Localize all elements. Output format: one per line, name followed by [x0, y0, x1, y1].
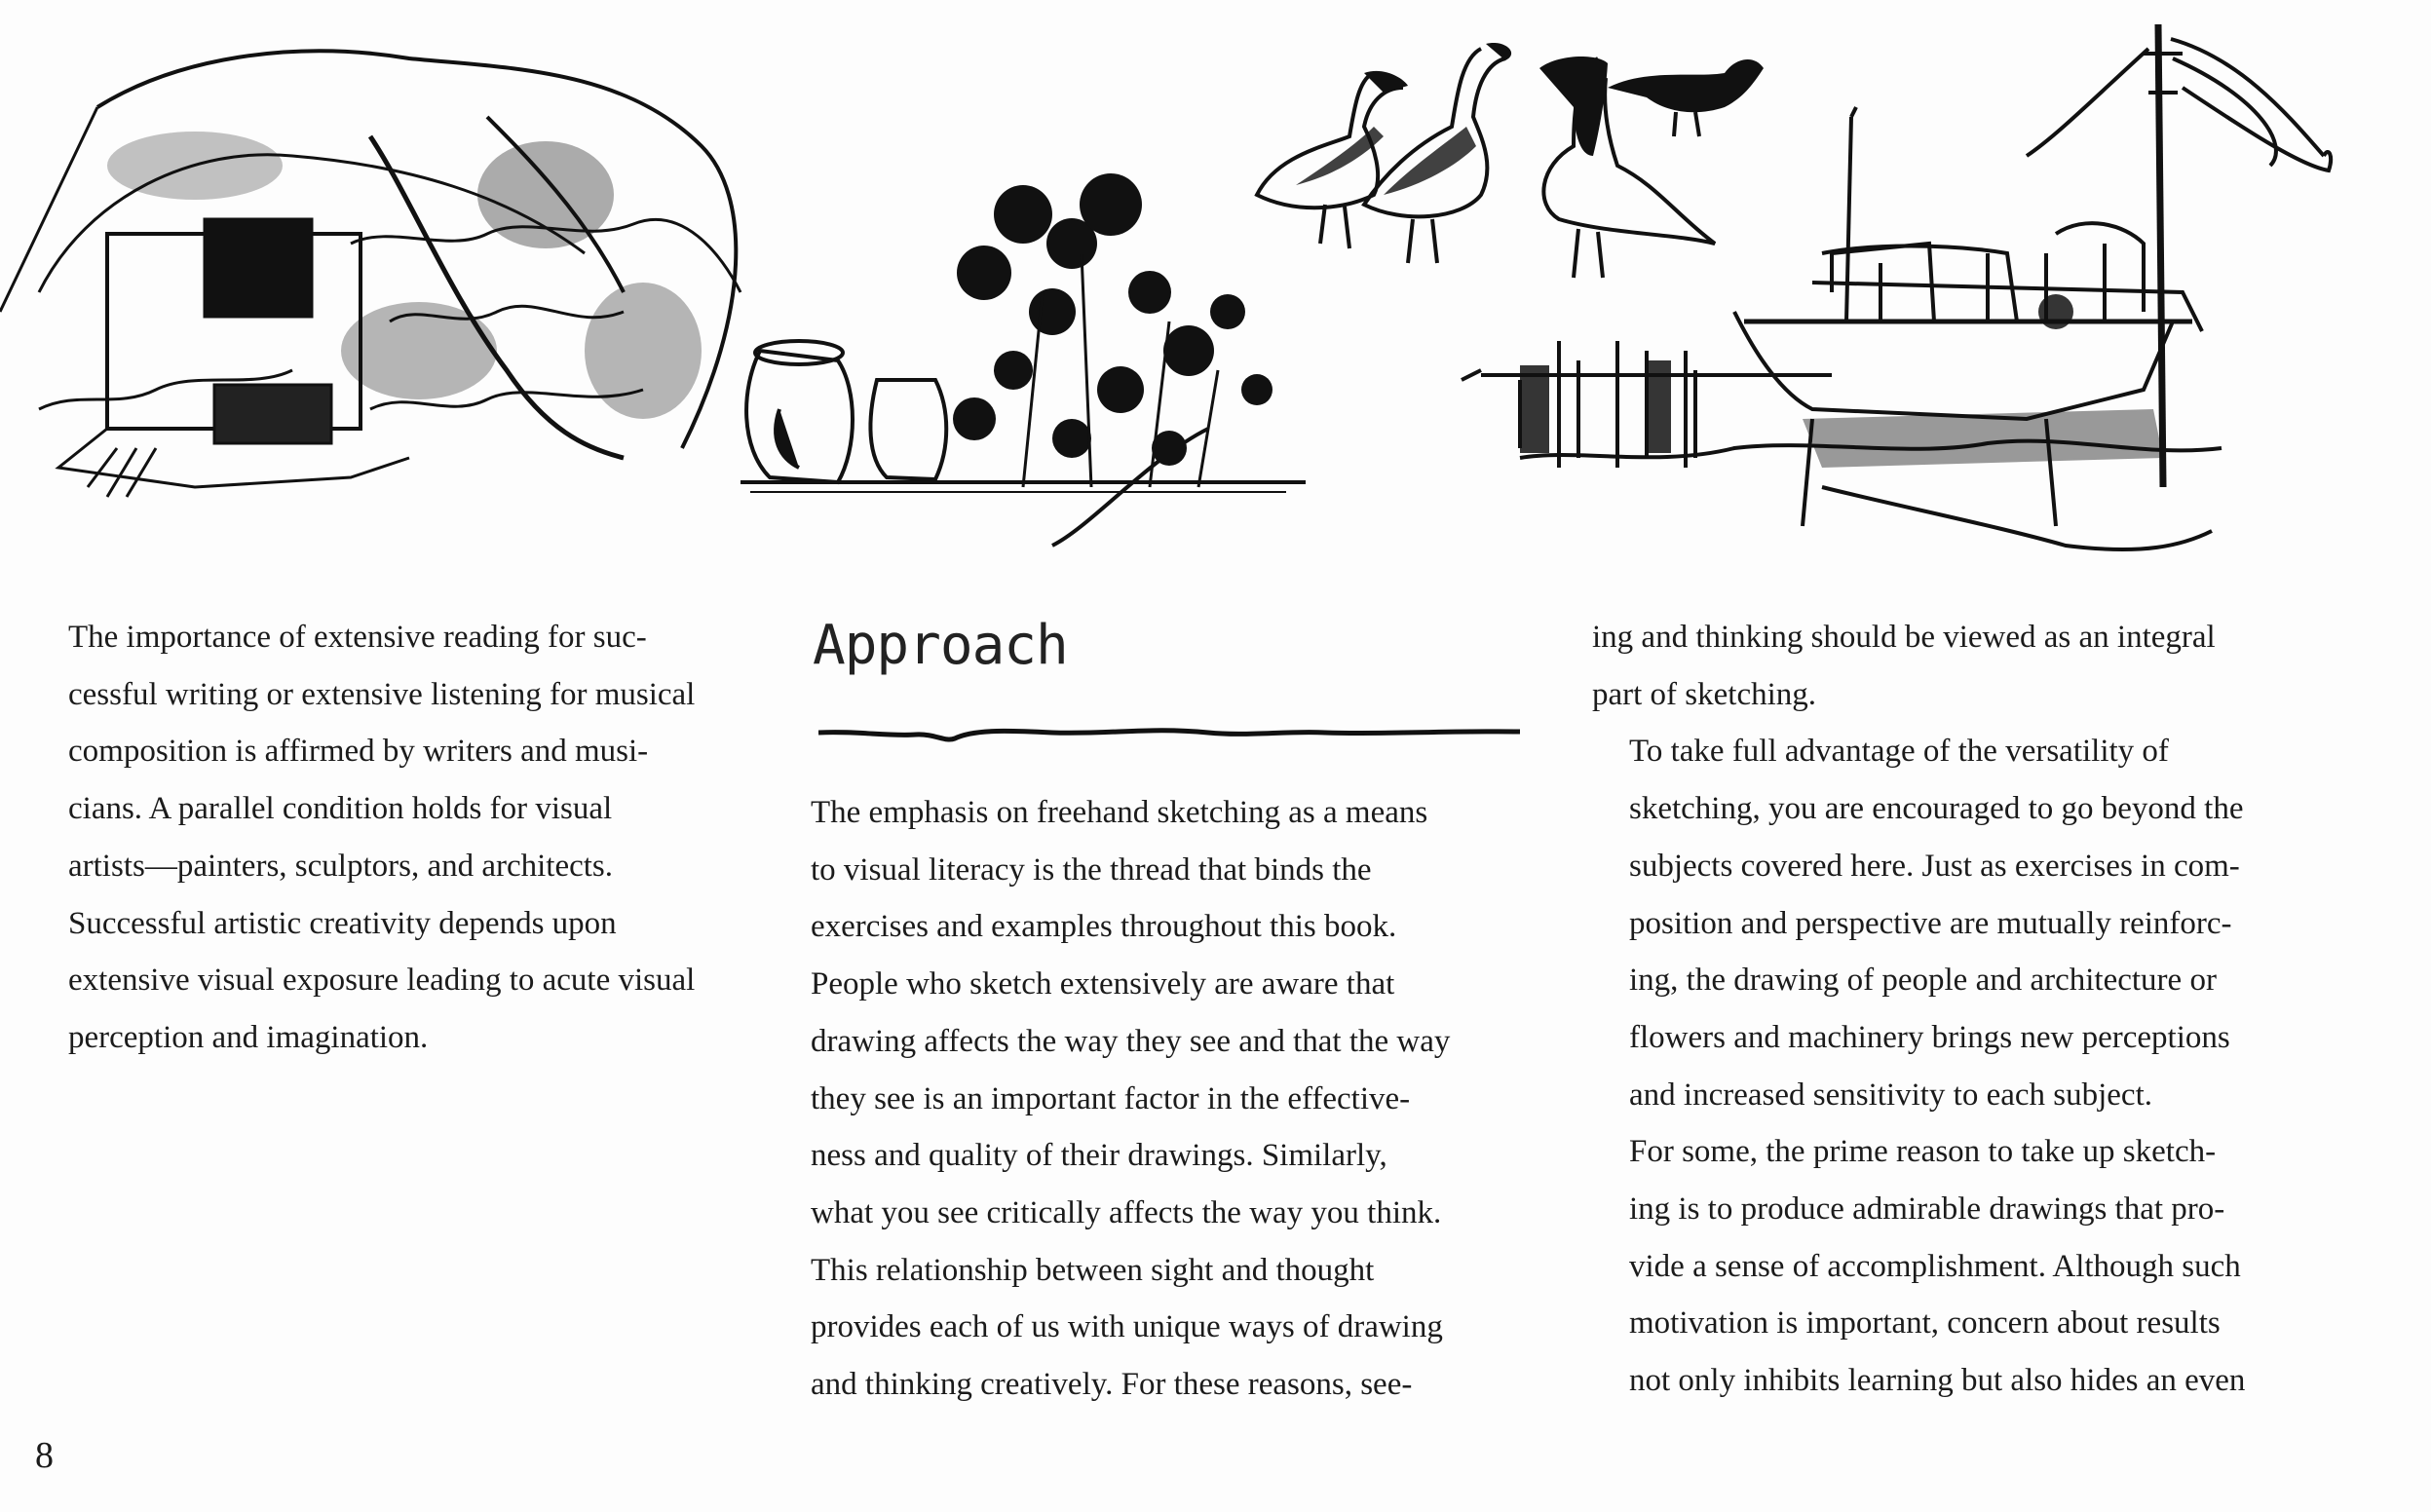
text-line: subjects covered here. Just as exercises in com- — [1629, 848, 2240, 884]
text-line: ing and thinking should be viewed as an integral — [1592, 620, 2216, 655]
text-line: cians. A parallel condition holds for visual — [68, 791, 613, 827]
text-line: what you see critically affects the way you think. — [811, 1194, 1442, 1230]
text-line: The importance of extensive reading for suc- — [68, 620, 647, 655]
text-line: not only inhibits learning but also hides an even — [1629, 1363, 2246, 1399]
text-line: extensive visual exposure leading to acute visual — [68, 963, 696, 999]
heading-rule — [818, 713, 1520, 752]
house-sketch — [0, 51, 741, 497]
text-line: To take full advantage of the versatility of — [1629, 734, 2169, 770]
text-line: composition is affirmed by writers and musi- — [68, 734, 649, 770]
text-line: part of sketching. — [1592, 676, 1817, 712]
text-line: and increased sensitivity to each subject. — [1629, 1077, 2152, 1113]
crow-sketch — [1608, 59, 1764, 136]
text-line: ing, the drawing of people and architecture or — [1629, 963, 2217, 999]
section-heading: Approach — [813, 614, 1068, 677]
text-line: drawing affects the way they see and that the way — [811, 1023, 1451, 1059]
page-number: 8 — [35, 1435, 54, 1476]
flower-bush — [953, 173, 1272, 466]
text-line: ness and quality of their drawings. Similarly, — [811, 1138, 1387, 1174]
header-illustrations — [0, 0, 2431, 585]
text-line: to visual literacy is the thread that binds the — [811, 851, 1372, 888]
text-line: perception and imagination. — [68, 1019, 429, 1055]
column-2 — [811, 784, 1551, 1414]
paragraph — [1592, 609, 2342, 723]
text-line: The emphasis on freehand sketching as a means — [811, 795, 1428, 830]
text-line: artists—painters, sculptors, and architects. — [68, 848, 614, 884]
paragraph — [31, 609, 781, 1067]
text-line: ing is to produce admirable drawings that pro- — [1629, 1191, 2225, 1228]
text-line: and thinking creatively. For these reasons, see- — [811, 1367, 1413, 1403]
text-line: People who sketch extensively are aware that — [811, 966, 1395, 1002]
column-1 — [31, 609, 781, 1067]
text-line: motivation is important, concern about results — [1629, 1305, 2221, 1342]
text-line: Successful artistic creativity depends upon — [68, 905, 617, 941]
paragraph — [811, 784, 1551, 1414]
text-line: position and perspective are mutually reinforc- — [1629, 905, 2232, 941]
text-line: exercises and examples throughout this book. — [811, 909, 1397, 945]
paragraph — [1592, 1123, 2342, 1410]
paragraph — [1592, 723, 2342, 1123]
text-line: This relationship between sight and thought — [811, 1252, 1375, 1288]
column-3 — [1592, 609, 2342, 1410]
text-line: sketching, you are encouraged to go beyond the — [1629, 791, 2244, 827]
text-line: For some, the prime reason to take up sketch- — [1629, 1134, 2217, 1170]
text-line: provides each of us with unique ways of drawing — [811, 1309, 1443, 1345]
text-line: they see is an important factor in the effective- — [811, 1080, 1411, 1116]
text-line: cessful writing or extensive listening for musical — [68, 676, 696, 712]
text-line: flowers and machinery brings new perceptions — [1629, 1019, 2230, 1055]
text-line: vide a sense of accomplishment. Although such — [1629, 1248, 2241, 1284]
